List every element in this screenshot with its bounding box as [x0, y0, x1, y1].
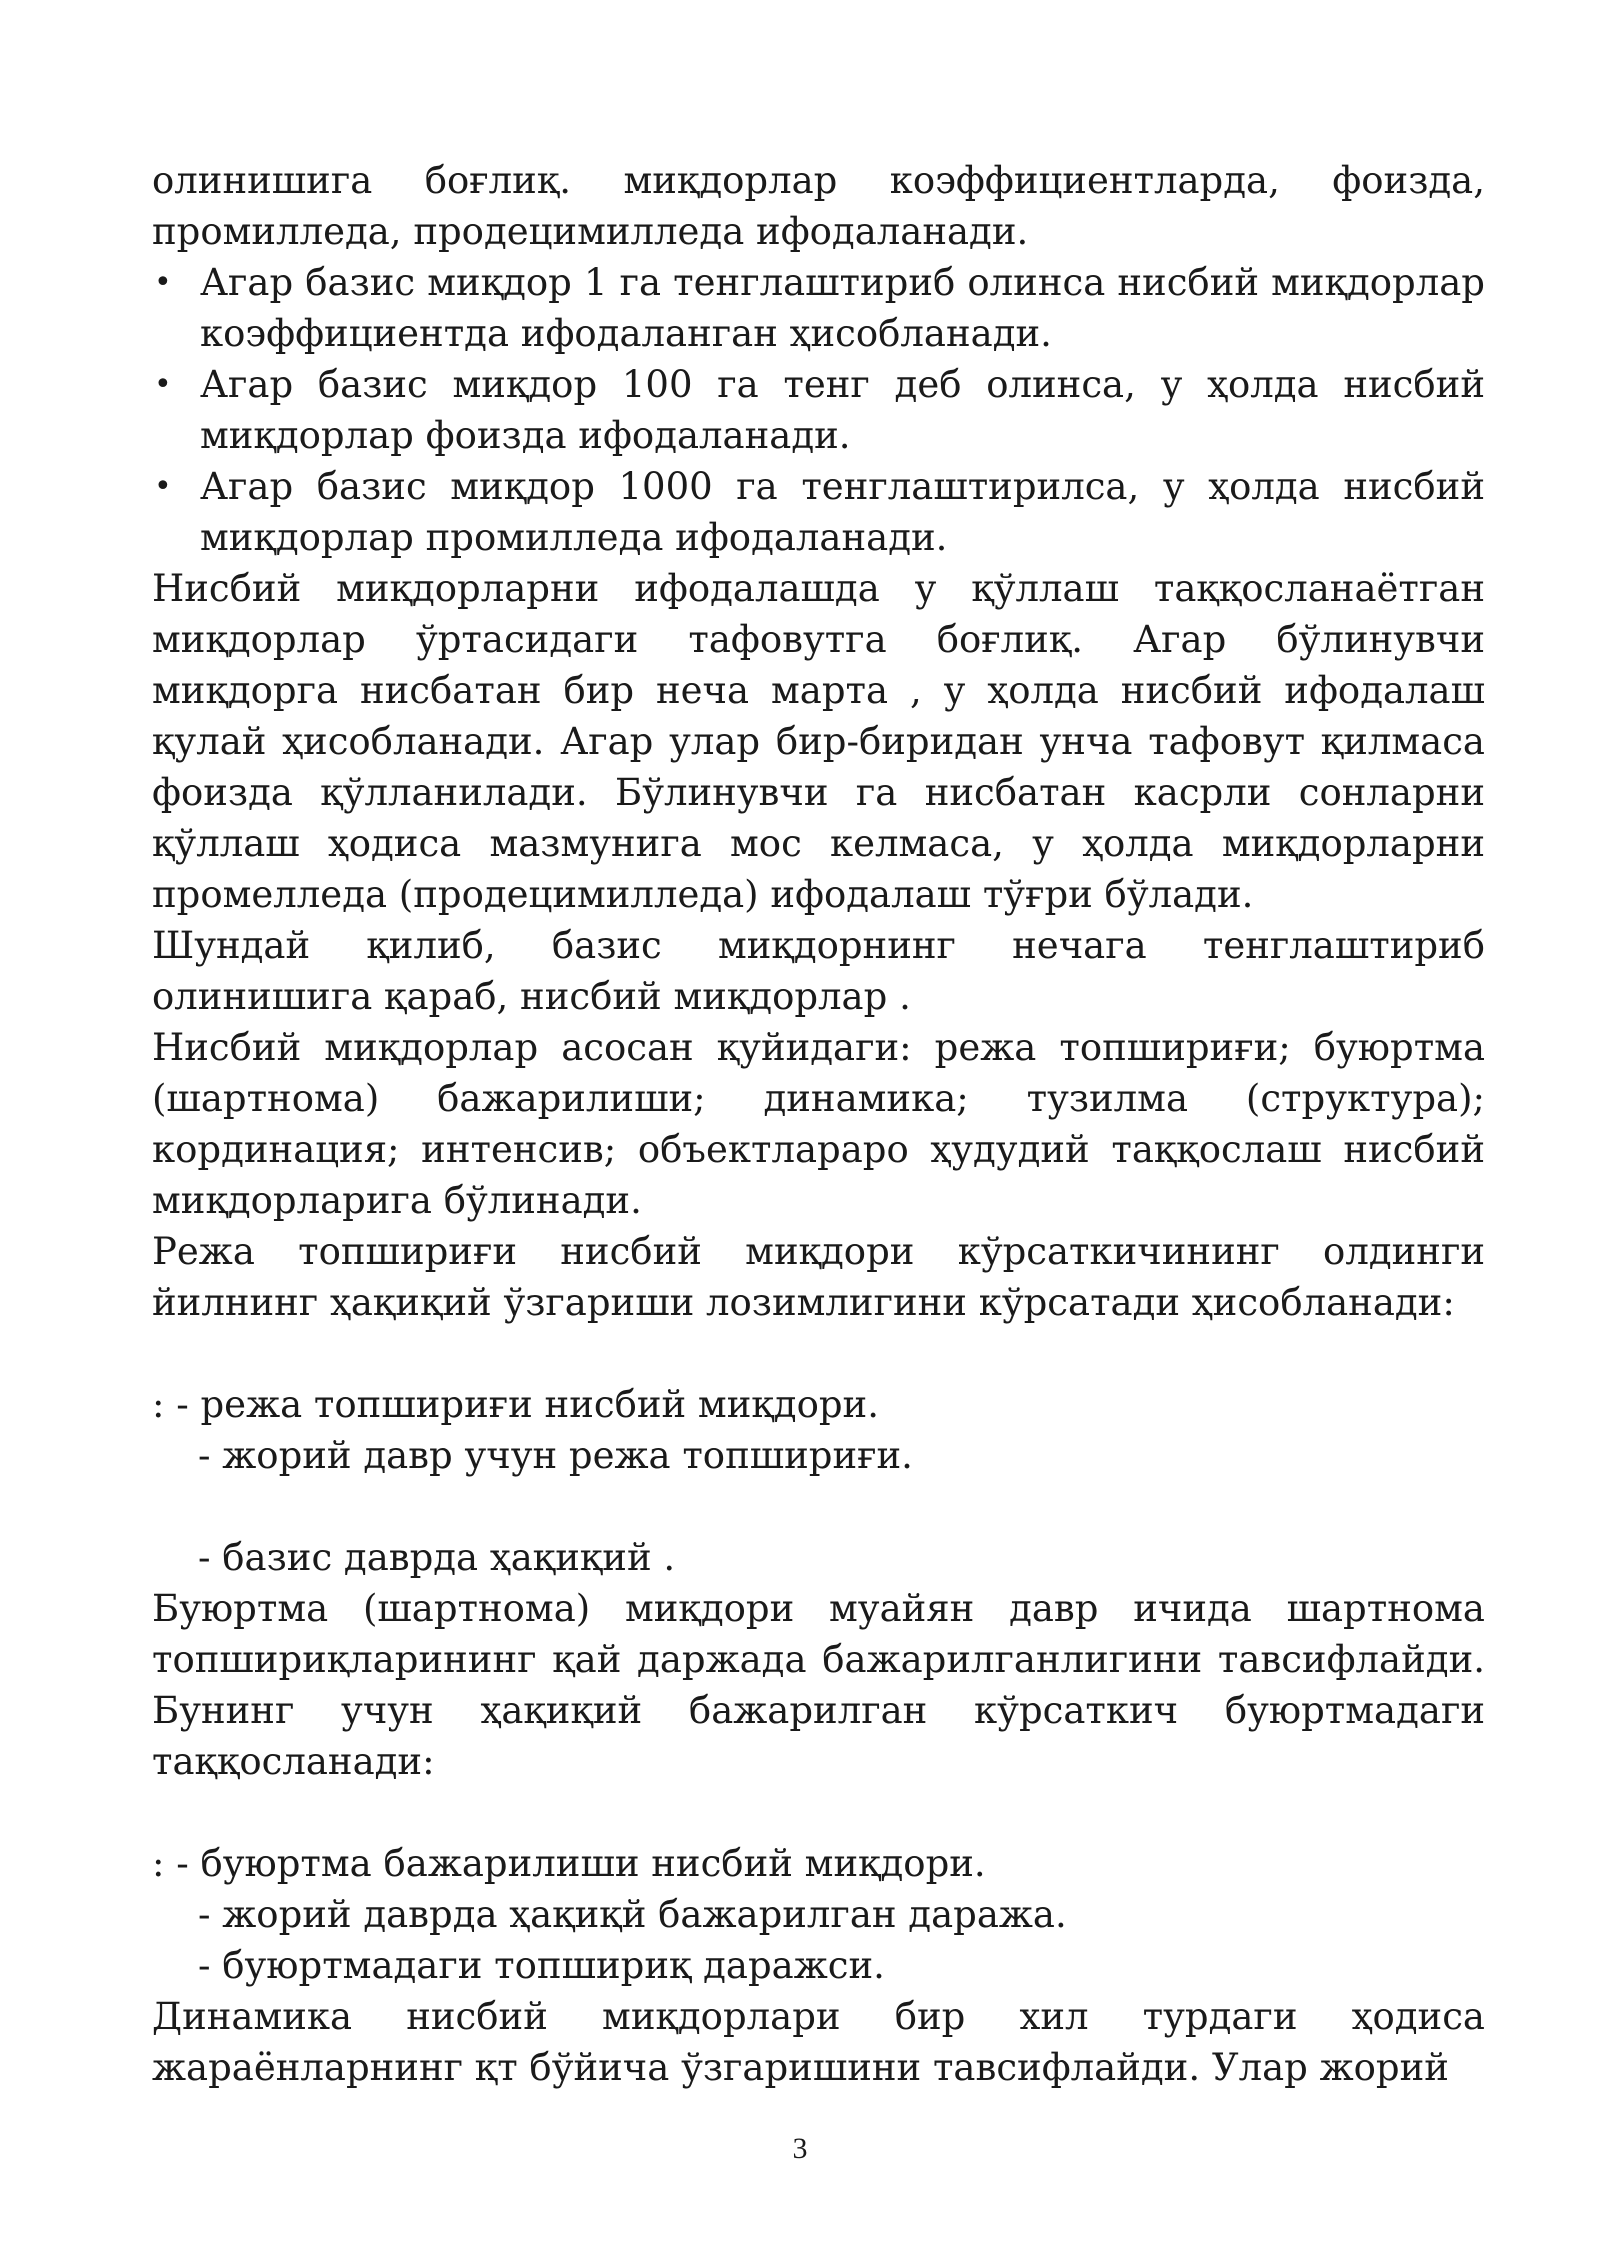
bullet-list — [152, 257, 1485, 563]
definition-line: - жорий давр учун режа топшириғи. — [198, 1434, 913, 1477]
paragraph-6: Буюртма (шартнома) миқдори муайян давр ичида шартнома топшириқларининг қай даржада бажарилганлигини тавсифлайди. Бунинг учун ҳақиқий бажарилган кўрсаткич буюртмадаги таққосланади: — [152, 1587, 1485, 1783]
bullet-item — [152, 359, 1485, 461]
paragraph-7: Динамика нисбий миқдорлари бир хил турдаги ҳодиса жараёнларнинг қт бўйича ўзгаришини тавсифлайди. Улар жорий — [152, 1995, 1485, 2089]
bullet-item — [152, 461, 1485, 563]
bullet-item — [152, 257, 1485, 359]
definition-line: - жорий даврда ҳақиқй бажарилган даража. — [198, 1893, 1067, 1936]
page-content — [152, 155, 1485, 2093]
definition-block-plan — [152, 1379, 1485, 1583]
blank-line — [152, 1481, 1485, 1532]
paragraph-4: Нисбий миқдорлар асосан қуйидаги: режа топшириғи; буюртма (шартнома) бажарилиши; динамика; тузилма (структура); кординация; интенсив; объектлараро ҳудудий таққослаш нисбий миқдорларига бўлинади. — [152, 1026, 1485, 1222]
bullet-text: Агар базис миқдор 100 га тенг деб олинса, у ҳолда нисбий миқдорлар фоизда ифодаланади. — [200, 363, 1485, 457]
definition-line: - базис даврда ҳақиқий . — [198, 1536, 676, 1579]
paragraph-2: Нисбий миқдорларни ифодалашда у қўллаш таққосланаётган миқдорлар ўртасидаги тафовутга боғлиқ. Агар бўлинувчи миқдорга нисбатан бир неча марта , у ҳолда нисбий ифодалаш қулай ҳисобланади. Агар улар бир-биридан унча тафовут қилмаса фоизда қўлланилади. Бўлинувчи га нисбатан касрли сонларни қўллаш ҳодиса мазмунига мос келмаса, у ҳолда миқдорларни промелледа (продецимилледа) ифодалаш тўғри бўлади. — [152, 567, 1485, 916]
definition-line: : - буюртма бажарилиши нисбий миқдори. — [152, 1842, 986, 1885]
paragraph-1: олинишига боғлиқ. миқдорлар коэффициентларда, фоизда, промилледа, продецимилледа ифодаланади. — [152, 159, 1485, 253]
definition-line: : - режа топшириғи нисбий миқдори. — [152, 1383, 879, 1426]
bullet-icon: • — [154, 265, 172, 300]
blank-line — [152, 1328, 1485, 1379]
bullet-icon: • — [154, 367, 172, 402]
paragraph-3: Шундай қилиб, базис миқдорнинг нечага тенглаштириб олинишига қараб, нисбий миқдорлар . — [152, 924, 1485, 1018]
definition-line: - буюртмадаги топшириқ даражси. — [198, 1944, 885, 1987]
page-number: 3 — [792, 2132, 808, 2165]
blank-line — [152, 1787, 1485, 1838]
definition-block-order — [152, 1838, 1485, 1991]
bullet-text: Агар базис миқдор 1 га тенглаштириб олинса нисбий миқдорлар коэффициентда ифодаланган ҳисобланади. — [200, 261, 1485, 355]
paragraph-5: Режа топшириғи нисбий миқдори кўрсаткичининг олдинги йилнинг ҳақиқий ўзгариши лозимлигини кўрсатади ҳисобланади: — [152, 1230, 1485, 1324]
bullet-icon: • — [154, 469, 172, 504]
bullet-text: Агар базис миқдор 1000 га тенглаштирилса, у ҳолда нисбий миқдорлар промилледа ифодаланади. — [200, 465, 1485, 559]
